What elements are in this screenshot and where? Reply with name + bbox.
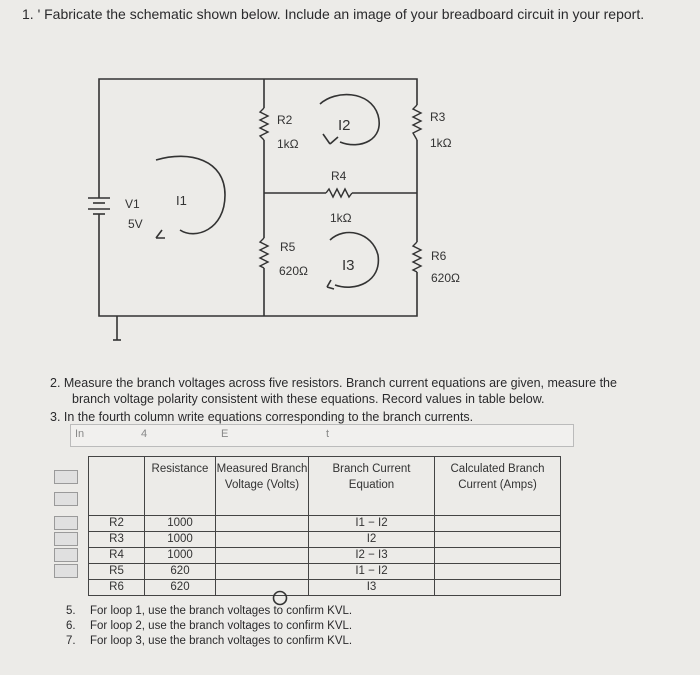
loop-instructions xyxy=(66,604,352,649)
cell-voltage[interactable] xyxy=(216,564,309,580)
list-item: 5. For loop 1, use the branch voltages to confirm KVL. xyxy=(66,605,353,617)
loop-i3-label: I3 xyxy=(342,257,355,274)
r2-label: R2 xyxy=(277,113,293,127)
cell-current[interactable] xyxy=(435,564,561,580)
cell-resistor: R5 xyxy=(89,564,145,580)
cell-resistor: R2 xyxy=(89,516,145,532)
cell-resistance: 1000 xyxy=(145,516,216,532)
cell-voltage[interactable] xyxy=(216,580,309,596)
r3-value: 1kΩ xyxy=(430,136,452,150)
table-row xyxy=(89,580,561,596)
cell-current[interactable] xyxy=(435,548,561,564)
header-strip xyxy=(70,424,574,447)
col-header-resistor xyxy=(89,457,145,516)
side-box xyxy=(54,516,78,530)
list-item: 7. For loop 3, use the branch voltages to confirm KVL. xyxy=(66,635,353,647)
cell-current[interactable] xyxy=(435,516,561,532)
table-header-row xyxy=(89,457,561,516)
r4-resistor xyxy=(326,189,352,197)
r4-value: 1kΩ xyxy=(330,211,352,225)
r6-resistor xyxy=(413,242,421,272)
cell-resistance: 1000 xyxy=(145,532,216,548)
strip-text-c: E xyxy=(221,428,229,440)
r5-label: R5 xyxy=(280,240,296,254)
wire-top-left xyxy=(99,79,264,198)
r3-resistor xyxy=(413,105,421,140)
cell-current[interactable] xyxy=(435,532,561,548)
strip-text-a: In xyxy=(75,428,85,440)
r2-value: 1kΩ xyxy=(277,137,299,151)
cell-resistor: R3 xyxy=(89,532,145,548)
side-box xyxy=(54,532,78,546)
col-header-voltage: Measured Branch Voltage (Volts) xyxy=(216,457,309,516)
cell-voltage[interactable] xyxy=(216,548,309,564)
wire-bottom-left xyxy=(99,218,264,316)
list-item: 6. For loop 2, use the branch voltages to confirm KVL. xyxy=(66,620,353,632)
cell-resistance: 620 xyxy=(145,580,216,596)
loop-i1-label: I1 xyxy=(176,193,187,208)
cell-voltage[interactable] xyxy=(216,516,309,532)
cell-equation: I1 − I2 xyxy=(309,516,435,532)
cell-equation: I3 xyxy=(309,580,435,596)
v1-label: V1 xyxy=(125,197,140,211)
col-header-equation: Branch Current Equation xyxy=(309,457,435,516)
r6-value: 620Ω xyxy=(431,271,460,285)
question-3: 3. In the fourth column write equations corresponding to the branch currents. xyxy=(50,410,474,424)
cell-resistance: 620 xyxy=(145,564,216,580)
cell-current[interactable] xyxy=(435,580,561,596)
loop-i1-arc xyxy=(156,156,225,233)
r4-label: R4 xyxy=(331,169,347,183)
cell-equation: I1 − I2 xyxy=(309,564,435,580)
v1-value: 5V xyxy=(128,217,143,231)
table-row xyxy=(89,516,561,532)
strip-text-b: 4 xyxy=(141,428,148,440)
r6-label: R6 xyxy=(431,249,447,263)
col-header-current: Calculated Branch Current (Amps) xyxy=(435,457,561,516)
strip-text-d: t xyxy=(326,428,330,440)
loop-i2-label: I2 xyxy=(338,117,351,134)
cell-resistor: R6 xyxy=(89,580,145,596)
question-2-line-2: branch voltage polarity consistent with these equations. Record values in table below. xyxy=(72,392,545,406)
cell-resistance: 1000 xyxy=(145,548,216,564)
cell-voltage[interactable] xyxy=(216,532,309,548)
side-box xyxy=(54,470,78,484)
cell-equation: I2 − I3 xyxy=(309,548,435,564)
r5-value: 620Ω xyxy=(279,264,308,278)
question-2 xyxy=(50,375,650,407)
table-row xyxy=(89,548,561,564)
side-box xyxy=(54,564,78,578)
cell-resistor: R4 xyxy=(89,548,145,564)
table-row xyxy=(89,564,561,580)
r5-resistor xyxy=(260,238,268,268)
question-1: 1. ' Fabricate the schematic shown below. Include an image of your breadboard circuit in your report. xyxy=(22,6,645,22)
r3-label: R3 xyxy=(430,110,446,124)
table-row xyxy=(89,532,561,548)
r2-resistor xyxy=(260,108,268,140)
side-box xyxy=(54,492,78,506)
battery-symbol xyxy=(88,198,110,218)
side-box xyxy=(54,548,78,562)
data-table xyxy=(88,456,561,596)
cell-equation: I2 xyxy=(309,532,435,548)
question-2-line-1: 2. Measure the branch voltages across five resistors. Branch current equations are given, measure the xyxy=(50,376,617,390)
col-header-resistance: Resistance xyxy=(145,457,216,516)
